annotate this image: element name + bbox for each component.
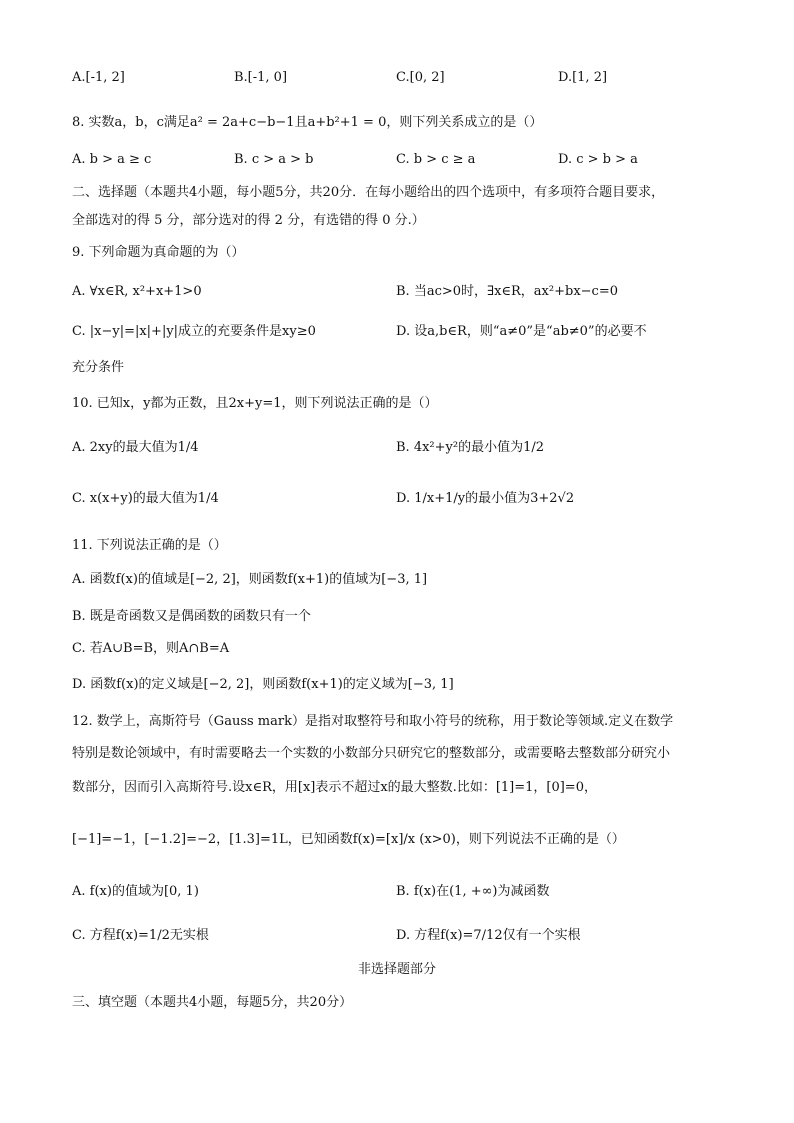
nonchoice-title: 非选择题部分 bbox=[357, 962, 436, 977]
q10-option-b: B. 4x²+y²的最小值为1/2 bbox=[396, 440, 545, 455]
q12-line2: 特别是数论领域中，有时需要略去一个实数的小数部分只研究它的整数部分，或需要略去整数部分研究小 bbox=[72, 746, 671, 761]
section3-heading: 三、填空题（本题共4小题，每题5分，共20分） bbox=[72, 995, 353, 1010]
q7-option-d: D.[1, 2] bbox=[558, 70, 608, 85]
q7-option-b: B.[-1, 0] bbox=[234, 70, 288, 85]
q11-option-c: C. 若A∪B=B，则A∩B=A bbox=[72, 641, 230, 656]
q8-option-d: D. c > b > a bbox=[558, 152, 638, 167]
q9-option-d-continuation: 充分条件 bbox=[72, 360, 125, 375]
q9-option-c: C. |x−y|=|x|+|y|成立的充要条件是xy≥0 bbox=[72, 324, 316, 339]
q12-option-b: B. f(x)在(1, +∞)为减函数 bbox=[396, 884, 550, 899]
q9-stem: 9. 下列命题为真命题的为（） bbox=[72, 245, 245, 260]
q9-option-d: D. 设a,b∈R，则“a≠0”是“ab≠0”的必要不 bbox=[396, 324, 647, 339]
q12-option-d: D. 方程f(x)=7/12仅有一个实根 bbox=[396, 928, 581, 943]
q8-option-a: A. b > a ≥ c bbox=[72, 152, 152, 167]
q12-line3: 数部分，因而引入高斯符号.设x∈R，用[x]表示不超过x的最大整数.比如：[1]=1，[0]=0， bbox=[72, 780, 597, 795]
q12-line4: [−1]=−1，[−1.2]=−2，[1.3]=1L，已知函数f(x)=[x]/x (x>0)，则下列说法不正确的是（） bbox=[72, 832, 625, 847]
q10-stem: 10. 已知x，y都为正数，且2x+y=1，则下列说法正确的是（） bbox=[72, 396, 438, 411]
q12-option-c: C. 方程f(x)=1/2无实根 bbox=[72, 928, 209, 943]
q12-option-a: A. f(x)的值域为[0, 1) bbox=[72, 884, 199, 899]
q10-option-a: A. 2xy的最大值为1/4 bbox=[72, 440, 199, 455]
q7-option-c: C.[0, 2] bbox=[396, 70, 445, 85]
q10-option-d: D. 1/x+1/y的最小值为3+2√2 bbox=[396, 491, 575, 506]
q10-option-c: C. x(x+y)的最大值为1/4 bbox=[72, 491, 219, 506]
q9-option-b: B. 当ac>0时，∃x∈R，ax²+bx−c=0 bbox=[396, 284, 618, 299]
section2-heading-line1: 二、选择题（本题共4小题，每小题5分，共20分．在每小题给出的四个选项中，有多项符合题目要求， bbox=[72, 185, 665, 200]
q9-option-a: A. ∀x∈R, x²+x+1>0 bbox=[72, 284, 202, 299]
q8-option-b: B. c > a > b bbox=[234, 152, 314, 167]
section2-heading-line2: 全部选对的得 5 分，部分选对的得 2 分，有选错的得 0 分.） bbox=[72, 213, 425, 228]
q11-option-b: B. 既是奇函数又是偶函数的函数只有一个 bbox=[72, 609, 311, 624]
q8-option-c: C. b > c ≥ a bbox=[396, 152, 476, 167]
q11-option-a: A. 函数f(x)的值域是[−2, 2]，则函数f(x+1)的值域为[−3, 1] bbox=[72, 572, 428, 587]
q12-line1: 12. 数学上，高斯符号（Gauss mark）是指对取整符号和取小符号的统称，用于数论等领域.定义在数学 bbox=[72, 714, 674, 729]
q11-stem: 11. 下列说法正确的是（） bbox=[72, 538, 227, 553]
q11-option-d: D. 函数f(x)的定义域是[−2, 2]，则函数f(x+1)的定义域为[−3, 1] bbox=[72, 677, 454, 692]
q8-stem: 8. 实数a，b，c满足a² = 2a+c−b−1且a+b²+1 = 0，则下列关系成立的是（） bbox=[72, 115, 543, 130]
q7-option-a: A.[-1, 2] bbox=[72, 70, 125, 85]
